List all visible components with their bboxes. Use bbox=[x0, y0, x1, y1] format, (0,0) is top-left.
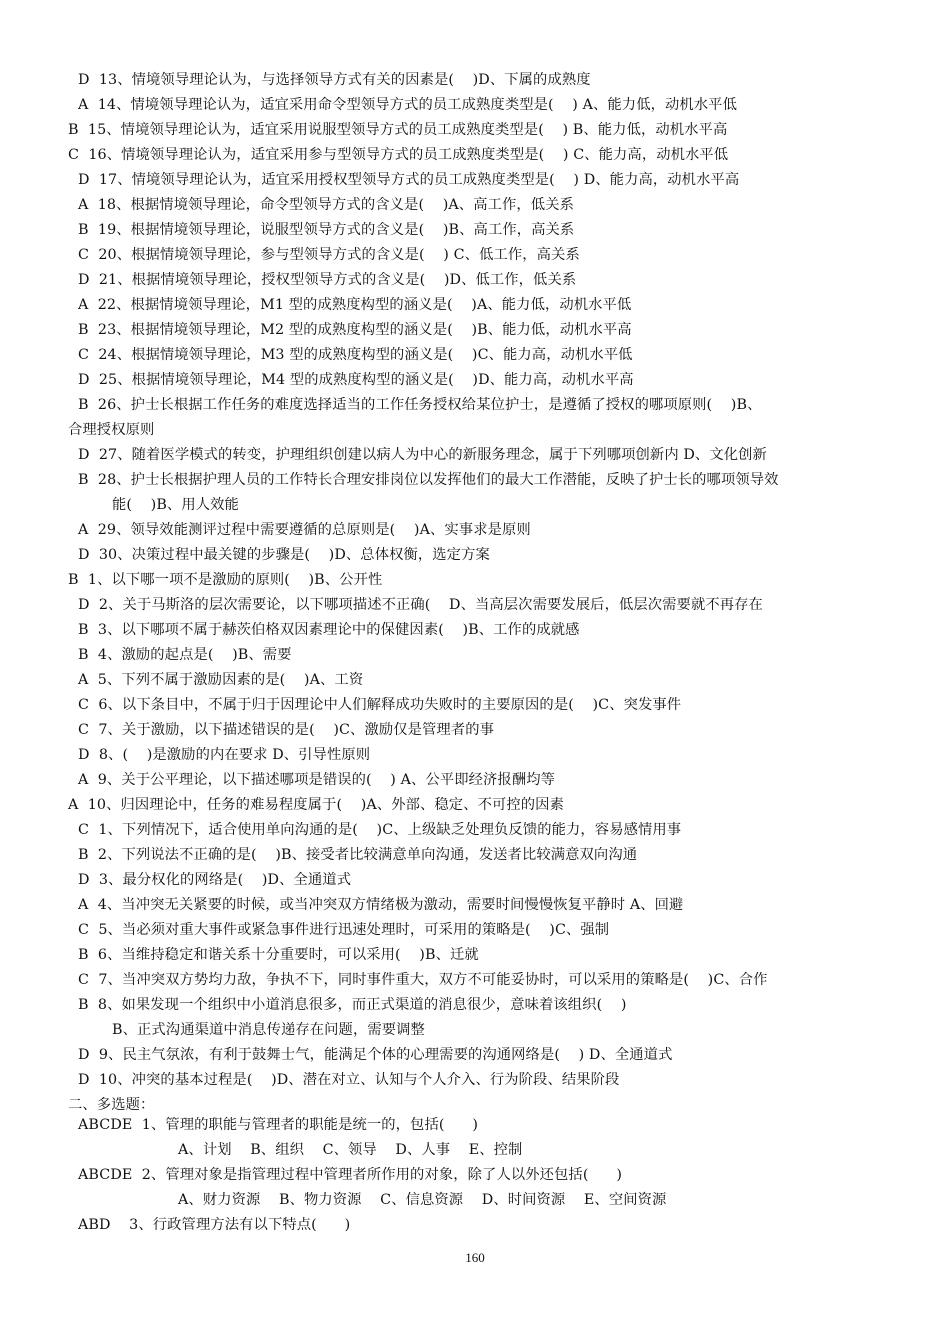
text-line: D 8、( )是激励的内在要求 D、引导性原则 bbox=[78, 747, 371, 763]
text-line: D 27、随着医学模式的转变，护理组织创建以病人为中心的新服务理念，属于下列哪项创新内 D、文化创新 bbox=[78, 447, 767, 463]
text-line: A 9、关于公平理论，以下描述哪项是错误的( ) A、公平即经济报酬均等 bbox=[78, 772, 556, 788]
text-line: D 2、关于马斯洛的层次需要论，以下哪项描述不正确( D、当高层次需要发展后，低层次需要就不再存在 bbox=[78, 597, 763, 613]
text-line: B 3、以下哪项不属于赫茨伯格双因素理论中的保健因素( )B、工作的成就感 bbox=[78, 622, 580, 638]
text-line: C 7、关于激励，以下描述错误的是( )C、激励仅是管理者的事 bbox=[78, 722, 495, 738]
text-line: C 7、当冲突双方势均力敌，争执不下，同时事件重大，双方不可能妥协时，可以采用的策略是( )C、合作 bbox=[78, 972, 768, 988]
text-line: B 4、激励的起点是( )B、需要 bbox=[78, 647, 292, 663]
text-line: C 24、根据情境领导理论，M3 型的成熟度构型的涵义是( )C、能力高，动机水平低 bbox=[78, 347, 633, 363]
text-line: D 21、根据情境领导理论，授权型领导方式的含义是( )D、低工作，低关系 bbox=[78, 272, 577, 288]
text-line: A、财力资源 B、物力资源 C、信息资源 D、时间资源 E、空间资源 bbox=[178, 1192, 667, 1208]
text-line: ABD 3、行政管理方法有以下特点( ) bbox=[78, 1217, 351, 1233]
text-line: A 18、根据情境领导理论，命令型领导方式的含义是( )A、高工作，低关系 bbox=[78, 197, 574, 213]
text-line: B 1、以下哪一项不是激励的原则( )B、公开性 bbox=[68, 572, 383, 588]
text-line: ABCDE 1、管理的职能与管理者的职能是统一的，包括( ) bbox=[78, 1117, 479, 1133]
text-line: D 30、决策过程中最关键的步骤是( )D、总体权衡，选定方案 bbox=[78, 547, 490, 563]
text-line: 合理授权原则 bbox=[68, 422, 155, 438]
text-line: B 19、根据情境领导理论，说服型领导方式的含义是( )B、高工作，高关系 bbox=[78, 222, 575, 238]
text-line: D 13、情境领导理论认为，与选择领导方式有关的因素是( )D、下属的成熟度 bbox=[78, 72, 591, 88]
text-line: B 8、如果发现一个组织中小道消息很多，而正式渠道的消息很少，意味着该组织( ) bbox=[78, 997, 627, 1013]
text-line: D 9、民主气氛浓，有利于鼓舞士气，能满足个体的心理需要的沟通网络是( ) D、全通道式 bbox=[78, 1047, 673, 1063]
text-line: A 4、当冲突无关紧要的时候，或当冲突双方情绪极为激动，需要时间慢慢恢复平静时 A、回避 bbox=[78, 897, 684, 913]
page-number: 160 bbox=[465, 1250, 485, 1265]
text-line: C 1、下列情况下，适合使用单向沟通的是( )C、上级缺乏处理负反馈的能力，容易感情用事 bbox=[78, 822, 682, 838]
text-line: A 5、下列不属于激励因素的是( )A、工资 bbox=[78, 672, 364, 688]
text-line: C 16、情境领导理论认为，适宜采用参与型领导方式的员工成熟度类型是( ) C、能力高，动机水平低 bbox=[68, 147, 729, 163]
text-line: B 6、当维持稳定和谐关系十分重要时，可以采用( )B、迁就 bbox=[78, 947, 479, 963]
text-line: C 5、当必须对重大事件或紧急事件进行迅速处理时，可采用的策略是( )C、强制 bbox=[78, 922, 610, 938]
text-line: B 23、根据情境领导理论，M2 型的成熟度构型的涵义是( )B、能力低，动机水平高 bbox=[78, 322, 632, 338]
text-line: B 2、下列说法不正确的是( )B、接受者比较满意单向沟通，发送者比较满意双向沟通 bbox=[78, 847, 638, 863]
text-line: C 20、根据情境领导理论，参与型领导方式的含义是( ) C、低工作，高关系 bbox=[78, 247, 580, 263]
text-line: B 15、情境领导理论认为，适宜采用说服型领导方式的员工成熟度类型是( ) B、能力低，动机水平高 bbox=[68, 122, 728, 138]
text-line: D 3、最分权化的网络是( )D、全通道式 bbox=[78, 872, 352, 888]
text-line: A 14、情境领导理论认为，适宜采用命令型领导方式的员工成熟度类型是( ) A、能力低，动机水平低 bbox=[78, 97, 737, 113]
text-line: B 26、护士长根据工作任务的难度选择适当的工作任务授权给某位护士，是遵循了授权的哪项原则( )B、 bbox=[78, 397, 762, 413]
text-line: A 10、归因理论中，任务的难易程度属于( )A、外部、稳定、不可控的因素 bbox=[68, 797, 564, 813]
text-line: D 17、情境领导理论认为，适宜采用授权型领导方式的员工成熟度类型是( ) D、能力高，动机水平高 bbox=[78, 172, 740, 188]
text-line: ABCDE 2、管理对象是指管理过程中管理者所作用的对象，除了人以外还包括( ) bbox=[78, 1167, 623, 1183]
text-line: D 25、根据情境领导理论，M4 型的成熟度构型的涵义是( )D、能力高，动机水平高 bbox=[78, 372, 634, 388]
text-line: 二、多选题： bbox=[68, 1097, 155, 1113]
text-line: B、正式沟通渠道中消息传递存在问题，需要调整 bbox=[112, 1022, 425, 1038]
text-line: D 10、冲突的基本过程是( )D、潜在对立、认知与个人介入、行为阶段、结果阶段 bbox=[78, 1072, 620, 1088]
text-line: A 22、根据情境领导理论，M1 型的成熟度构型的涵义是( )A、能力低，动机水平低 bbox=[78, 297, 632, 313]
text-line: A、计划 B、组织 C、领导 D、人事 E、控制 bbox=[178, 1142, 523, 1158]
text-line: C 6、以下条目中，不属于归于因理论中人们解释成功失败时的主要原因的是( )C、突发事件 bbox=[78, 697, 682, 713]
text-line: B 28、护士长根据护理人员的工作特长合理安排岗位以发挥他们的最大工作潜能，反映了护士长的哪项领导效 bbox=[78, 472, 779, 488]
text-line: A 29、领导效能测评过程中需要遵循的总原则是( )A、实事求是原则 bbox=[78, 522, 531, 538]
text-line: 能( )B、用人效能 bbox=[112, 497, 239, 513]
